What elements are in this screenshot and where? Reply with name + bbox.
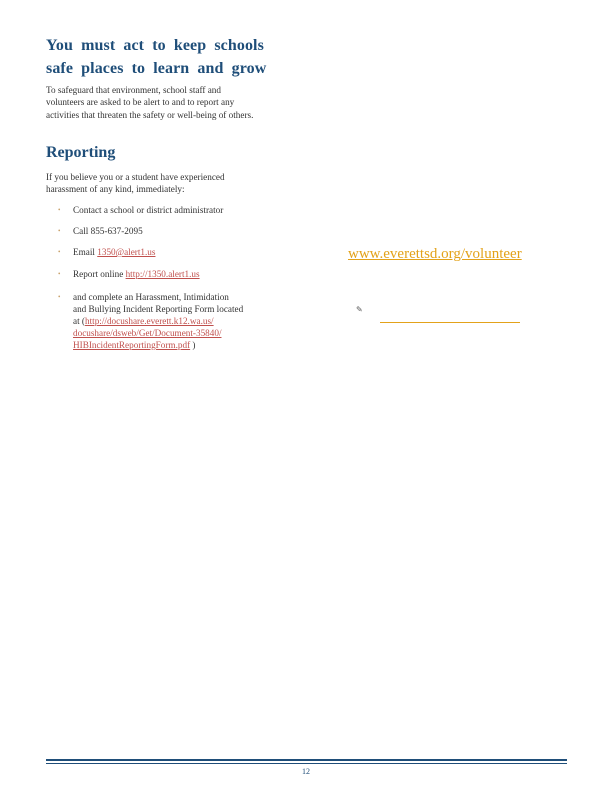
- page-heading: [46, 34, 306, 80]
- form-link-part-2[interactable]: docushare/dsweb/Get/Document-35840/: [73, 328, 222, 338]
- form-line-5: [73, 339, 303, 351]
- email-label: Email: [73, 247, 98, 257]
- form-link-part-1[interactable]: http://docushare.everett.k12.wa.us/: [85, 316, 214, 326]
- reporting-heading: Reporting: [46, 144, 116, 161]
- footer-rule-thin: [46, 763, 567, 764]
- heading-line-2: safe places to learn and grow: [46, 60, 267, 77]
- form-line-3: [73, 315, 303, 327]
- footer-rule-thick: [46, 759, 567, 761]
- bullet-icon: •: [58, 293, 61, 301]
- online-report-link[interactable]: http://1350.alert1.us: [125, 269, 200, 279]
- bullet-icon: •: [58, 270, 61, 278]
- bullet-icon: •: [58, 227, 61, 235]
- reporting-intro: [46, 171, 276, 196]
- form-prefix: at (: [73, 316, 85, 326]
- orange-divider: [380, 322, 520, 323]
- bullet-icon: •: [58, 248, 61, 256]
- form-line-2: and Bullying Incident Reporting Form located: [73, 304, 244, 314]
- intro-paragraph: [46, 84, 286, 121]
- reporting-intro-line-1: If you believe you or a student have experienced: [46, 172, 225, 182]
- list-item-email: [58, 246, 155, 258]
- online-label: Report online: [73, 269, 126, 279]
- list-item-form: [58, 291, 303, 351]
- list-item-online: [58, 268, 200, 280]
- form-line-4: [73, 327, 303, 339]
- form-suffix: ): [192, 340, 196, 350]
- volunteer-link[interactable]: www.everettsd.org/volunteer: [348, 246, 522, 262]
- form-line-1: and complete an Harassment, Intimidation: [73, 292, 229, 302]
- call-text: Call 855-637-2095: [73, 226, 143, 236]
- intro-line-2: volunteers are asked to be alert to and to report any: [46, 97, 235, 108]
- contact-text: Contact a school or district administrator: [73, 205, 224, 215]
- reporting-intro-line-2: harassment of any kind, immediately:: [46, 184, 185, 195]
- email-link[interactable]: 1350@alert1.us: [97, 247, 156, 257]
- intro-line-1: To safeguard that environment, school staff and: [46, 85, 221, 95]
- list-item-call: [58, 225, 143, 237]
- intro-line-3: activities that threaten the safety or well-being of others.: [46, 109, 254, 120]
- bullet-icon: •: [58, 206, 61, 214]
- list-item-contact: [58, 204, 223, 216]
- image-placeholder-icon: ✎: [356, 305, 363, 314]
- heading-line-1: You must act to keep schools: [46, 37, 264, 54]
- form-link-part-3[interactable]: HIBIncidentReportingForm.pdf: [73, 340, 191, 350]
- page-number: 12: [302, 767, 310, 776]
